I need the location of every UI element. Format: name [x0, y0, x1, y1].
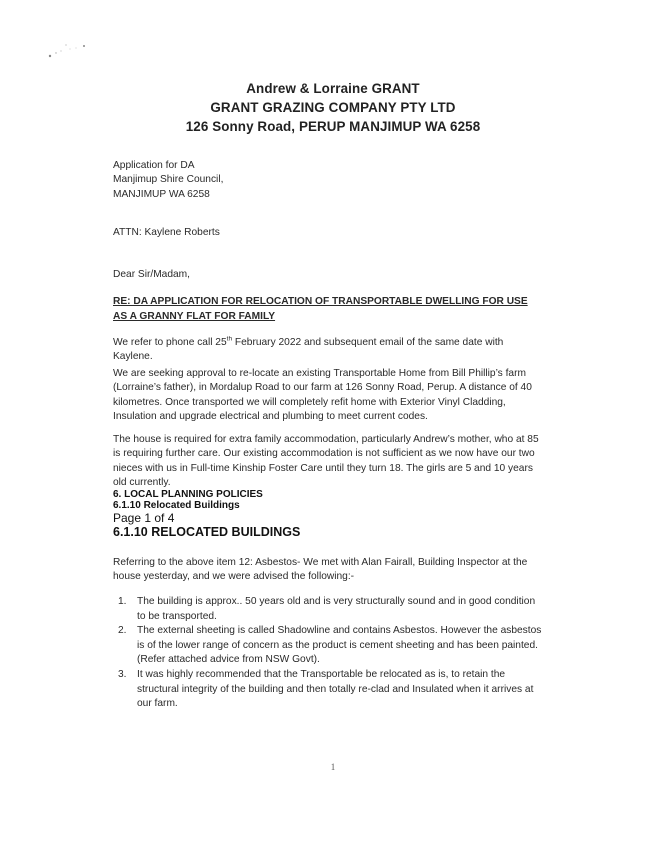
policy-excerpt — [113, 489, 300, 540]
recipient-line-2: Manjimup Shire Council, — [113, 174, 224, 186]
recipient-line-1: Application for DA — [113, 160, 195, 171]
policy-page: Page 1 of 4 — [113, 511, 175, 525]
paragraph-approval: We are seeking approval to re-locate an existing Transportable Home from Bill Phillip’s farm (Lorraine’s father), in Mordalup Road to our farm at 126 Sonny Road, Perup. A distance of 40 kilometres. Once transported we will completely refit home with Exterior Vinyl Cladding, Insulation and upgrade electrical and plumbing to meet current codes. — [113, 368, 532, 423]
letterhead-names: Andrew & Lorraine GRANT — [246, 81, 420, 96]
subject-line: RE: DA APPLICATION FOR RELOCATION OF TRANSPORTABLE DWELLING FOR USE AS A GRANNY FLAT FOR FAMILY — [113, 296, 528, 322]
list-number: 1. — [118, 596, 127, 607]
recipient-address — [113, 159, 543, 202]
list-number: 2. — [118, 625, 127, 637]
list-text: The external sheeting is called Shadowline and contains Asbestos. However the asbestos is of the lower range of concern as the product is cement sheeting and has been painted. (Refer attached advice from NSW Govt). — [137, 625, 542, 666]
recipient-line-3: MANJIMUP WA 6258 — [113, 188, 210, 200]
paragraph-asbestos: Referring to the above item 12: Asbestos- We met with Alan Fairall, Building Inspector at the house yesterday, and we were advised the following:- — [113, 557, 528, 583]
paragraph-reference — [113, 336, 543, 365]
salutation: Dear Sir/Madam, — [113, 269, 190, 280]
policy-subheading: 6.1.10 Relocated Buildings — [113, 500, 240, 511]
paragraph-reason: The house is required for extra family accommodation, particularly Andrew’s mother, who at 85 is requiring further care. Our existing accommodation is not sufficient as we now have our two nieces with us in Full-time Kinship Foster Care until they turn 18. The girls are 5 and 10 years old currently. — [113, 434, 539, 489]
policy-title: 6.1.10 RELOCATED BUILDINGS — [113, 525, 301, 539]
list-text: It was highly recommended that the Transportable be relocated as is, to retain the structural integrity of the building and then totally re-clad and Insulated when it arrives at our farm. — [137, 668, 534, 710]
paragraph-reference-end: February 2022 and subsequent email of the same date with Kaylene. — [113, 337, 504, 363]
list-item — [113, 595, 543, 624]
policy-heading: 6. LOCAL PLANNING POLICIES — [113, 489, 263, 500]
attention-line: ATTN: Kaylene Roberts — [113, 227, 220, 238]
letterhead-company: GRANT GRAZING COMPANY PTY LTD — [210, 100, 456, 115]
list-text: The building is approx.. 50 years old and is very structurally sound and in good condition to be transported. — [137, 596, 536, 622]
letterhead-address: 126 Sonny Road, PERUP MANJIMUP WA 6258 — [185, 119, 481, 134]
advice-list — [113, 595, 543, 712]
letterhead — [0, 79, 666, 136]
list-item — [113, 668, 543, 712]
page-number: 1 — [330, 762, 336, 772]
paragraph-reference-start: We refer to phone call 25 — [113, 337, 227, 348]
list-item — [113, 624, 543, 668]
scan-speck-mark — [46, 40, 96, 60]
ordinal-suffix: th — [226, 335, 233, 343]
list-number: 3. — [118, 668, 127, 680]
